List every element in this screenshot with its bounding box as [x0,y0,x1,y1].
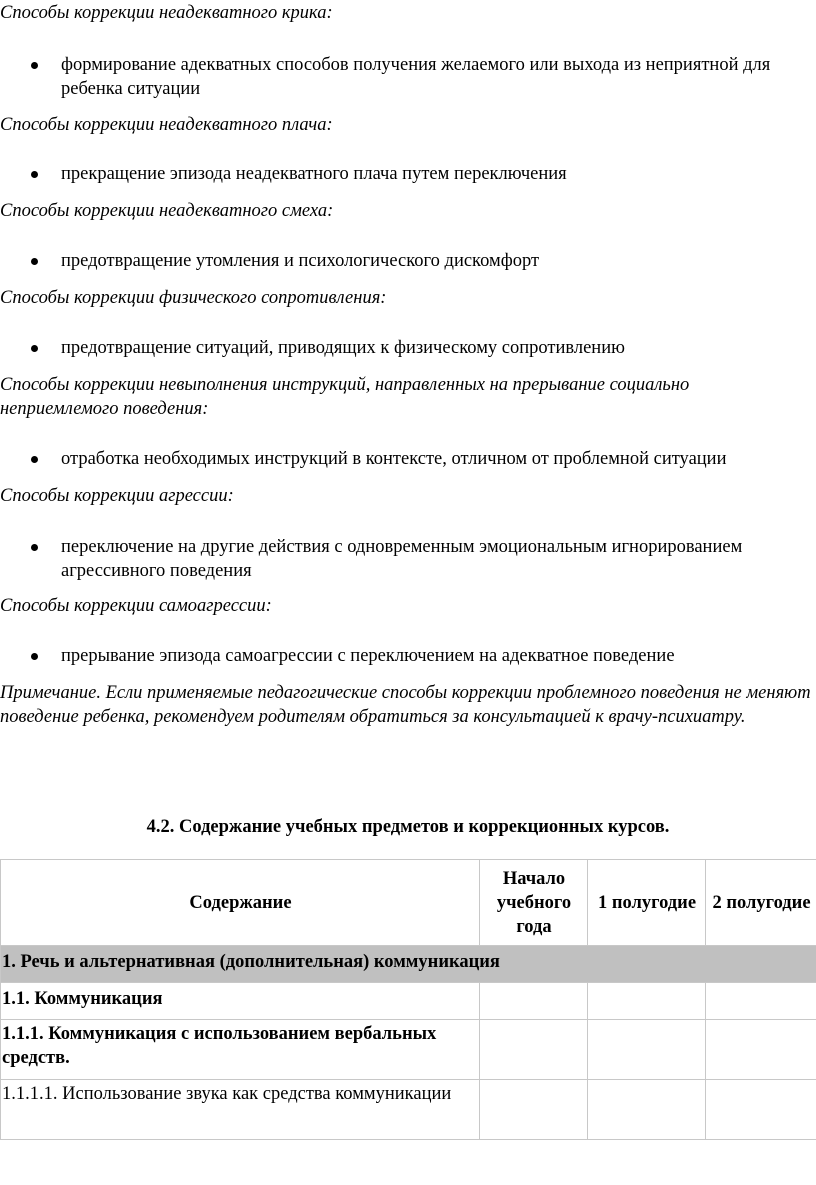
heading-instructions: Способы коррекции невыполнения инструкций, направленных на прерывание социально неприемлемого поведения: [0,375,690,419]
content-table [0,859,816,1140]
section-title: 4.2. Содержание учебных предметов и коррекционных курсов. [146,817,670,837]
heading-laughter: Способы коррекции неадекватного смеха: [0,201,334,221]
table-cell [706,983,816,1020]
table-cell [588,1020,706,1080]
list-item-text: формирование адекватных способов получения желаемого или выхода из неприятной для ребенка ситуации [61,55,771,99]
table-cell: 1.1.1.1. Использование звука как средства коммуникации [1,1080,480,1140]
list-item-text: предотвращение ситуаций, приводящих к физическому сопротивлению [61,338,625,358]
list-item-text: предотвращение утомления и психологического дискомфорт [61,251,540,271]
table-cell [480,1080,588,1140]
bullet-icon [31,62,38,69]
table-row [1,946,816,983]
table-cell [480,1020,588,1080]
list-item-text: прерывание эпизода самоагрессии с переключением на адекватное поведение [61,646,675,666]
header-start-year: Начало учебного года [480,860,588,946]
bullet-icon [31,345,38,352]
bullet-icon [31,258,38,265]
table-row [1,983,816,1020]
heading-physical-resistance: Способы коррекции физического сопротивления: [0,288,387,308]
table-cell [706,1080,816,1140]
table-header-row [1,860,816,946]
list-item-text: отработка необходимых инструкций в контексте, отличном от проблемной ситуации [61,449,727,469]
header-content: Содержание [1,860,480,946]
table-cell [588,983,706,1020]
heading-crying: Способы коррекции неадекватного плача: [0,115,333,135]
heading-self-aggression: Способы коррекции самоагрессии: [0,596,272,616]
table-cell [480,983,588,1020]
table-row [1,1080,816,1140]
list-item-text: прекращение эпизода неадекватного плача путем переключения [61,164,567,184]
list-item-text: переключение на другие действия с одновременным эмоциональным игнорированием агрессивного поведения [61,537,743,581]
table-cell: 1.1. Коммуникация [1,983,480,1020]
bullet-icon [31,544,38,551]
header-first-half: 1 полугодие [588,860,706,946]
bullet-icon [31,171,38,178]
header-second-half: 2 полугодие [706,860,816,946]
heading-crying-scream: Способы коррекции неадекватного крика: [0,3,333,23]
table-cell: 1. Речь и альтернативная (дополнительная) коммуникация [1,946,816,983]
table-cell [588,1080,706,1140]
table-row [1,1020,816,1080]
note-paragraph: Примечание. Если применяемые педагогические способы коррекции проблемного поведения не меняют поведение ребенка, рекомендуем родителям обратиться за консультацией к врачу-психиатру. [0,683,811,727]
table-cell [706,1020,816,1080]
bullet-icon [31,456,38,463]
bullet-icon [31,653,38,660]
heading-aggression: Способы коррекции агрессии: [0,486,234,506]
table-cell: 1.1.1. Коммуникация с использованием вербальных средств. [1,1020,480,1080]
